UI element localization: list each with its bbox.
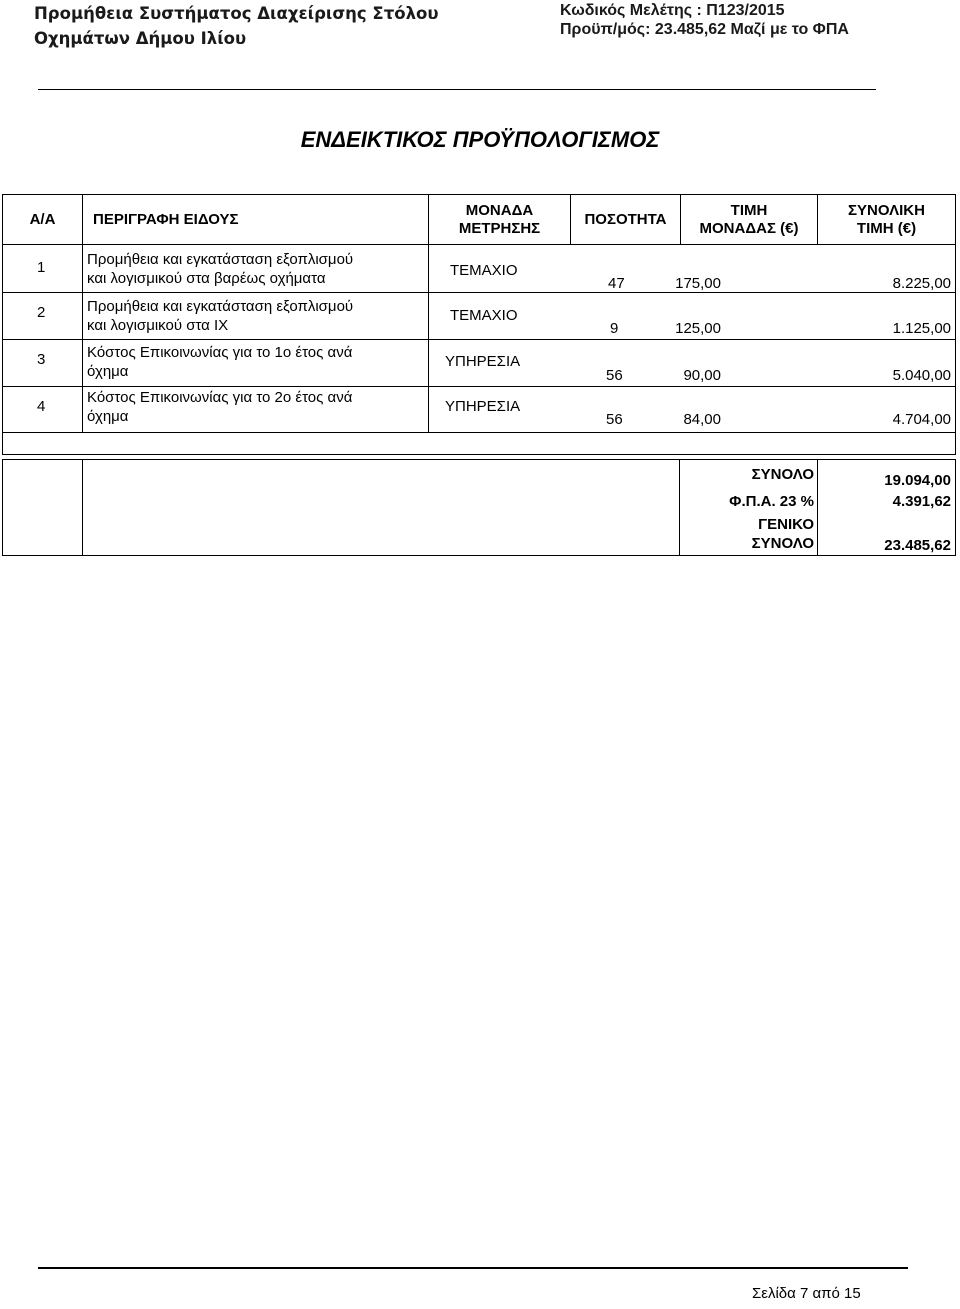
row-quantity: 9 [610,320,619,337]
row-description-line1: Προμήθεια και εγκατάσταση εξοπλισμού [87,251,354,268]
header-total-price: ΣΥΝΟΛΙΚΗ ΤΙΜΗ (€) [818,195,956,245]
row-description-line2: και λογισμικού στα βαρέως οχήματα [87,270,326,287]
row-unit: ΥΠΗΡΕΣΙΑ [445,353,521,370]
row-unit-price: 125,00 [675,320,721,337]
row-number: 4 [37,398,46,415]
vat-label: Φ.Π.Α. 23 % [729,493,814,510]
header-aa: Α/Α [3,195,83,245]
row-number: 1 [37,259,46,276]
table-empty-row [3,433,956,455]
budget-table [2,194,956,455]
row-unit: ΤΕΜΑΧΙΟ [450,307,518,324]
header-unit: ΜΟΝΑΔΑ ΜΕΤΡΗΣΗΣ [429,195,571,245]
row-description-line2: όχημα [87,408,129,425]
row-description-line2: και λογισμικού στα ΙΧ [87,317,229,334]
header-divider [38,89,876,90]
table-row [3,387,956,433]
row-total: 8.225,00 [892,275,951,292]
row-total: 1.125,00 [892,320,951,337]
row-unit-price: 90,00 [683,367,721,384]
summary-table [2,459,956,556]
row-total: 5.040,00 [892,367,951,384]
grand-total-label-line2: ΣΥΝΟΛΟ [751,535,814,552]
row-unit: ΥΠΗΡΕΣΙΑ [445,398,521,415]
header-project-title-line1: Προμήθεια Συστήματος Διαχείρισης Στόλου [34,4,439,23]
row-number: 2 [37,304,46,321]
header-budget: Προϋπ/μός: 23.485,62 Μαζί με το ΦΠΑ [560,21,849,38]
row-unit: ΤΕΜΑΧΙΟ [450,262,518,279]
row-description-line1: Κόστος Επικοινωνίας για το 2ο έτος ανά [87,389,353,406]
table-row [3,340,956,387]
header-unit-price: ΤΙΜΗ ΜΟΝΑΔΑΣ (€) [681,195,818,245]
grand-total-label-line1: ΓΕΝΙΚΟ [758,516,814,533]
table-row [3,245,956,293]
page-number: Σελίδα 7 από 15 [752,1285,861,1302]
table-header-row [3,195,956,245]
footer-divider [38,1267,908,1269]
row-description-line2: όχημα [87,363,129,380]
table-row [3,293,956,340]
vat-value: 4.391,62 [892,493,951,510]
header-quantity: ΠΟΣΟΤΗΤΑ [571,195,681,245]
row-quantity: 56 [606,411,623,428]
row-quantity: 47 [608,275,625,292]
row-unit-price: 175,00 [675,275,721,292]
header-description: ΠΕΡΙΓΡΑΦΗ ΕΙΔΟΥΣ [83,195,429,245]
row-description-line1: Κόστος Επικοινωνίας για το 1ο έτος ανά [87,344,353,361]
grand-total-value: 23.485,62 [884,537,951,554]
row-number: 3 [37,351,46,368]
row-total: 4.704,00 [892,411,951,428]
row-description-line1: Προμήθεια και εγκατάσταση εξοπλισμού [87,298,354,315]
header-project-title-line2: Οχημάτων Δήμου Ιλίου [34,29,247,48]
document-title: ΕΝΔΕΙΚΤΙΚΟΣ ΠΡΟΫΠΟΛΟΓΙΣΜΟΣ [300,127,660,152]
row-quantity: 56 [606,367,623,384]
subtotal-value: 19.094,00 [884,472,951,489]
subtotal-label: ΣΥΝΟΛΟ [751,466,814,483]
header-study-code: Κωδικός Μελέτης : Π123/2015 [560,2,785,19]
row-unit-price: 84,00 [683,411,721,428]
